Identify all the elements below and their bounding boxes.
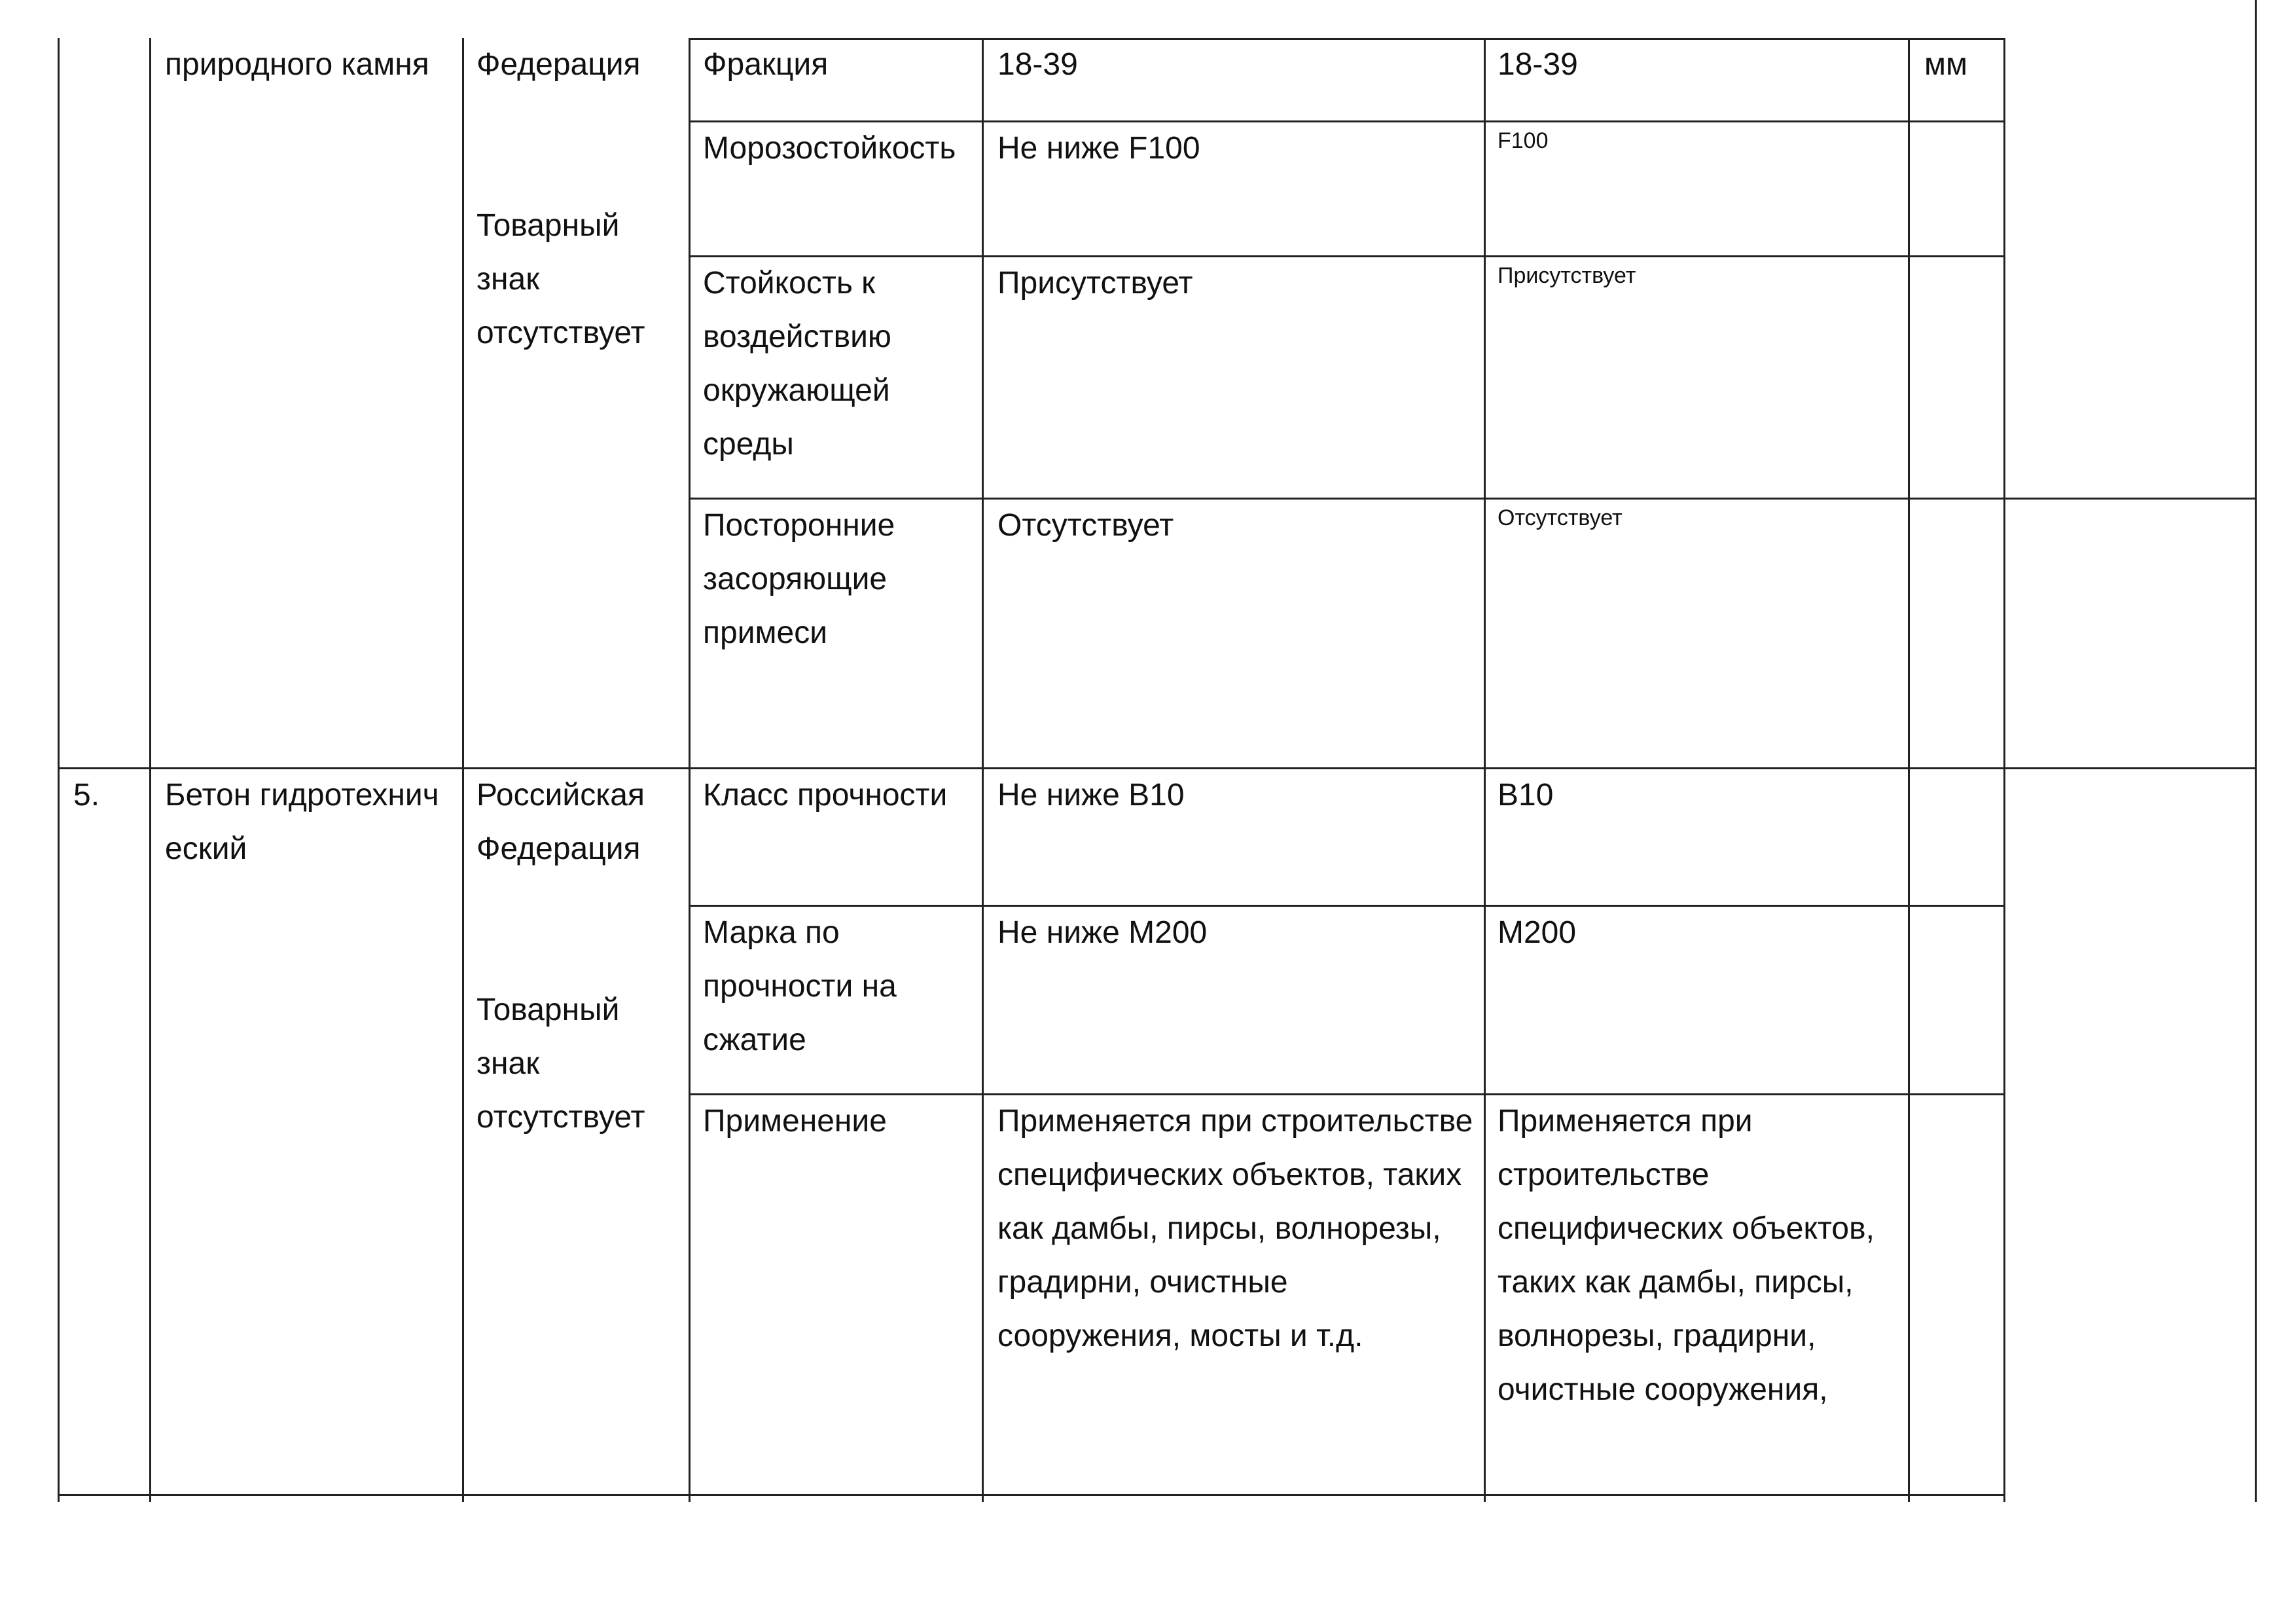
offer-cell: В10 [1498,778,1554,812]
param-name-cell: Фракция [703,47,829,82]
trademark-cell: Товарный знак отсутствует [476,208,645,350]
param-name-cell: Применение [703,1104,887,1139]
unit-cell: мм [1924,47,1967,82]
offer-cell: 18-39 [1498,47,1578,82]
requirement-cell: Отсутствует [997,508,1174,543]
param-name-cell: Посторонние засоряющие примеси [703,508,895,650]
requirement-cell: Применяется при строительстве специфических объектов, таких как дамбы, пирсы, волнорезы, градирни, очистные сооружения, мосты и т.д. [997,1104,1473,1353]
offer-cell: Применяется при строительстве специфических объектов, таких как дамбы, пирсы, волнорезы, градирни, очистные сооружения, [1498,1104,1874,1407]
requirement-cell: 18-39 [997,47,1078,82]
country-cell: Федерация [476,47,641,82]
requirement-cell: Не ниже F100 [997,131,1200,166]
param-name-cell: Класс прочности [703,778,948,812]
product-name-cell: Бетон гидротехнический [165,778,439,866]
requirement-cell: Присутствует [997,266,1193,301]
requirement-cell: Не ниже В10 [997,778,1185,812]
requirement-cell: Не ниже М200 [997,915,1208,950]
param-name-cell: Марка по прочности на сжатие [703,915,897,1057]
offer-cell: Отсутствует [1498,505,1623,530]
product-name-cell: природного камня [165,47,429,82]
offer-cell: Присутствует [1498,263,1636,288]
country-cell: Российская Федерация [476,778,645,866]
param-name-cell: Морозостойкость [703,131,956,166]
row-number-cell: 5. [73,778,100,812]
param-name-cell: Стойкость к воздействию окружающей среды [703,266,891,462]
offer-cell: F100 [1498,128,1549,153]
trademark-cell: Товарный знак отсутствует [476,993,645,1135]
offer-cell: М200 [1498,915,1577,950]
